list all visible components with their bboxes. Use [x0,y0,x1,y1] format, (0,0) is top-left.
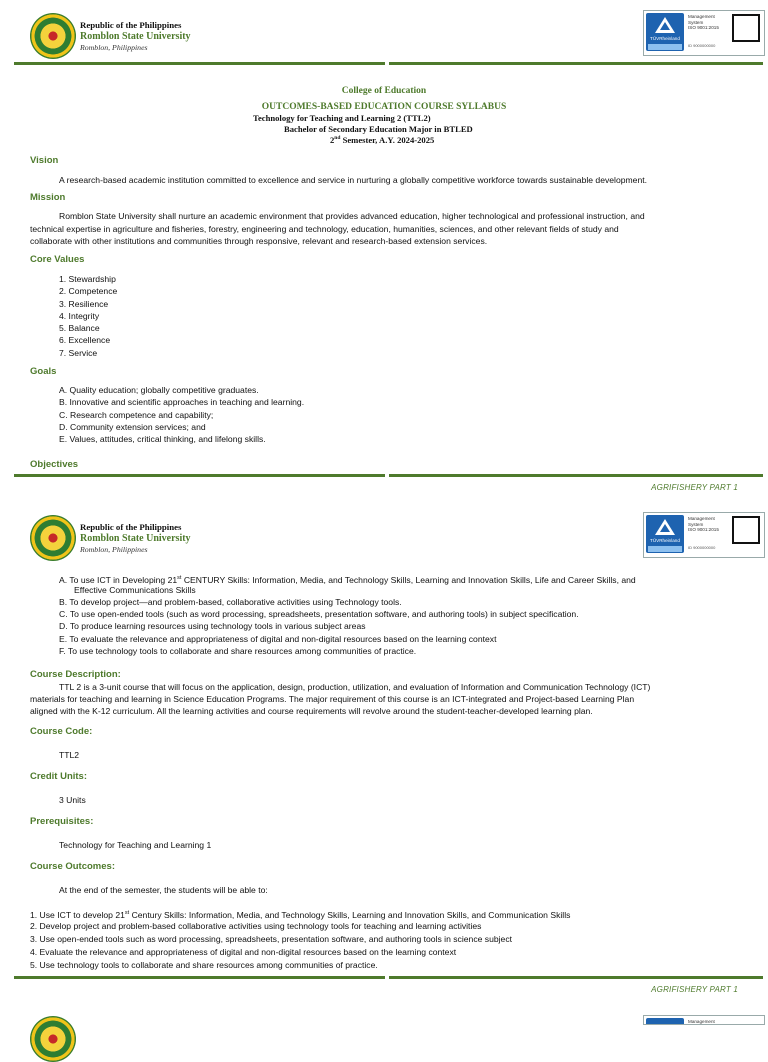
prerequisites-value: Technology for Teaching and Learning 1 [59,840,212,850]
objective-c: C. To use open-ended tools (such as word processing, spreadsheets, presentation software, and authoring tools) in subject specification. [59,609,579,619]
republic-label: Republic of the Philippines [80,522,182,532]
credit-units-heading: Credit Units: [30,771,87,782]
qr-code-icon [732,516,760,544]
footer-divider [14,976,385,979]
header-text [80,20,191,53]
mission-heading: Mission [30,192,66,203]
footer-label: AGRIFISHERY PART 1 [651,985,738,994]
list-item: 5. Balance [59,323,100,334]
list-item: D. Community extension services; and [59,421,206,432]
objective-b: B. To develop project—and problem-based, collaborative activities using Technology tools. [59,597,402,607]
republic-label: Republic of the Philippines [80,20,182,30]
university-location: Romblon, Philippines [80,43,148,52]
course-outcome-3: 3. Use open-ended tools such as word processing, spreadsheets, presentation software, and authoring tools in science subject [30,934,513,944]
university-seal-logo [30,13,76,59]
course-description-heading: Course Description: [30,669,121,680]
goals-heading: Goals [30,366,57,377]
course-outcome-2: 2. Develop project and problem-based collaborative activities using technology tools for teaching and learning activities [30,921,482,931]
university-seal-logo [30,1016,76,1062]
course-outcomes-intro: At the end of the semester, the students will be able to: [59,885,268,895]
objective-a-cont: Effective Communications Skills [74,585,196,595]
list-item: 3. Resilience [59,298,109,309]
footer-divider [14,474,385,477]
header-divider [389,62,763,65]
course-outcomes-heading: Course Outcomes: [30,861,115,872]
vision-heading: Vision [30,155,59,166]
header-text [80,522,191,555]
list-item: 1. Stewardship [59,274,116,284]
list-item: C. Research competence and capability; [59,409,214,420]
iso-certification-badge: TÜVRheinland Management System ISO 9001:2015 ID 9000000000 [643,512,765,558]
list-item: E. Values, attitudes, critical thinking, and lifelong skills. [59,434,266,445]
list-item: 6. Excellence [59,335,111,346]
footer-label: AGRIFISHERY PART 1 [651,483,738,492]
core-values-list [59,273,117,359]
vision-text: A research-based academic institution committed to excellence and service in nurturing a globally competitive workforce towards sustainable development. [59,175,648,185]
footer-divider [389,976,763,979]
list-item: 2. Competence [59,286,118,297]
course-description-line-2: materials for teaching and learning in Science Education Programs. The major requirement of this course is an ICT-integrated and Project-based Learning Plan [30,694,635,704]
mission-line-3: collaborate with other institutions and communities through responsive, relevant and research-based extension services. [30,236,488,246]
footer-divider [389,474,763,477]
objective-f: F. To use technology tools to collaborate and share resources among communities of practice. [59,646,417,656]
iso-certification-badge: TÜVRheinland Management System ISO 9001:2015 ID 9000000000 [643,10,765,56]
course-outcome-1: 1. Use ICT to develop 21st Century Skills: Information, Media, and Technology Skills, Learning and Innovation Skills, and Communication Skills [30,909,571,920]
course-code-heading: Course Code: [30,726,93,737]
course-code-value: TTL2 [59,750,80,760]
semester-title: 2nd Semester, A.Y. 2024-2025 [330,135,435,145]
university-name: Romblon State University [80,533,191,544]
university-name: Romblon State University [80,31,191,42]
objective-e: E. To evaluate the relevance and appropriateness of digital and non-digital resources based on the learning context [59,634,497,644]
list-item: B. Innovative and scientific approaches in teaching and learning. [59,397,305,408]
list-item: A. Quality education; globally competitive graduates. [59,385,259,395]
objective-a: A. To use ICT in Developing 21st CENTURY Skills: Information, Media, and Technology Skills, Learning and Innovation Skills, Life and Career Skills, and [59,574,636,585]
course-title: Technology for Teaching and Learning 2 (TTL2) [253,113,431,123]
goals-list [59,384,304,445]
prerequisites-heading: Prerequisites: [30,816,94,827]
mission-line-1: Romblon State University shall nurture an academic environment that provides advanced education, higher technological and professional instruction, and [59,211,645,221]
list-item: 7. Service [59,347,98,358]
objectives-heading: Objectives [30,459,79,470]
header-divider [14,62,385,65]
course-description-line-3: aligned with the K-12 curriculum. All the learning activities and course requirements will revolve around the student-teacher-developed learning plan. [30,706,593,716]
course-description-line-1: TTL 2 is a 3-unit course that will focus on the application, design, production, utilization, and evaluation of Information and Communication Technology (ICT) [59,682,651,692]
course-outcome-4: 4. Evaluate the relevance and appropriateness of digital and non-digital resources based on the learning context [30,947,457,957]
course-outcome-5: 5. Use technology tools to collaborate and share resources among communities of practice. [30,960,378,970]
syllabus-title: OUTCOMES-BASED EDUCATION COURSE SYLLABUS [261,102,507,112]
university-seal-logo [30,515,76,561]
program-title: Bachelor of Secondary Education Major in BTLED [284,124,473,134]
university-location: Romblon, Philippines [80,545,148,554]
iso-certification-badge: Management [643,1015,765,1025]
qr-code-icon [732,14,760,42]
tuv-logo-icon: TÜVRheinland [646,515,684,553]
tuv-logo-icon: TÜVRheinland [646,13,684,51]
list-item: 4. Integrity [59,310,100,321]
college-name: College of Education [341,86,427,96]
mission-line-2: technical expertise in agriculture and fisheries, forestry, engineering and technology, education, humanities, sciences, and other relevant fields of study and [30,224,619,234]
credit-units-value: 3 Units [59,795,86,805]
objective-d: D. To produce learning resources using technology tools in various subject areas [59,621,366,631]
core-values-heading: Core Values [30,254,85,265]
